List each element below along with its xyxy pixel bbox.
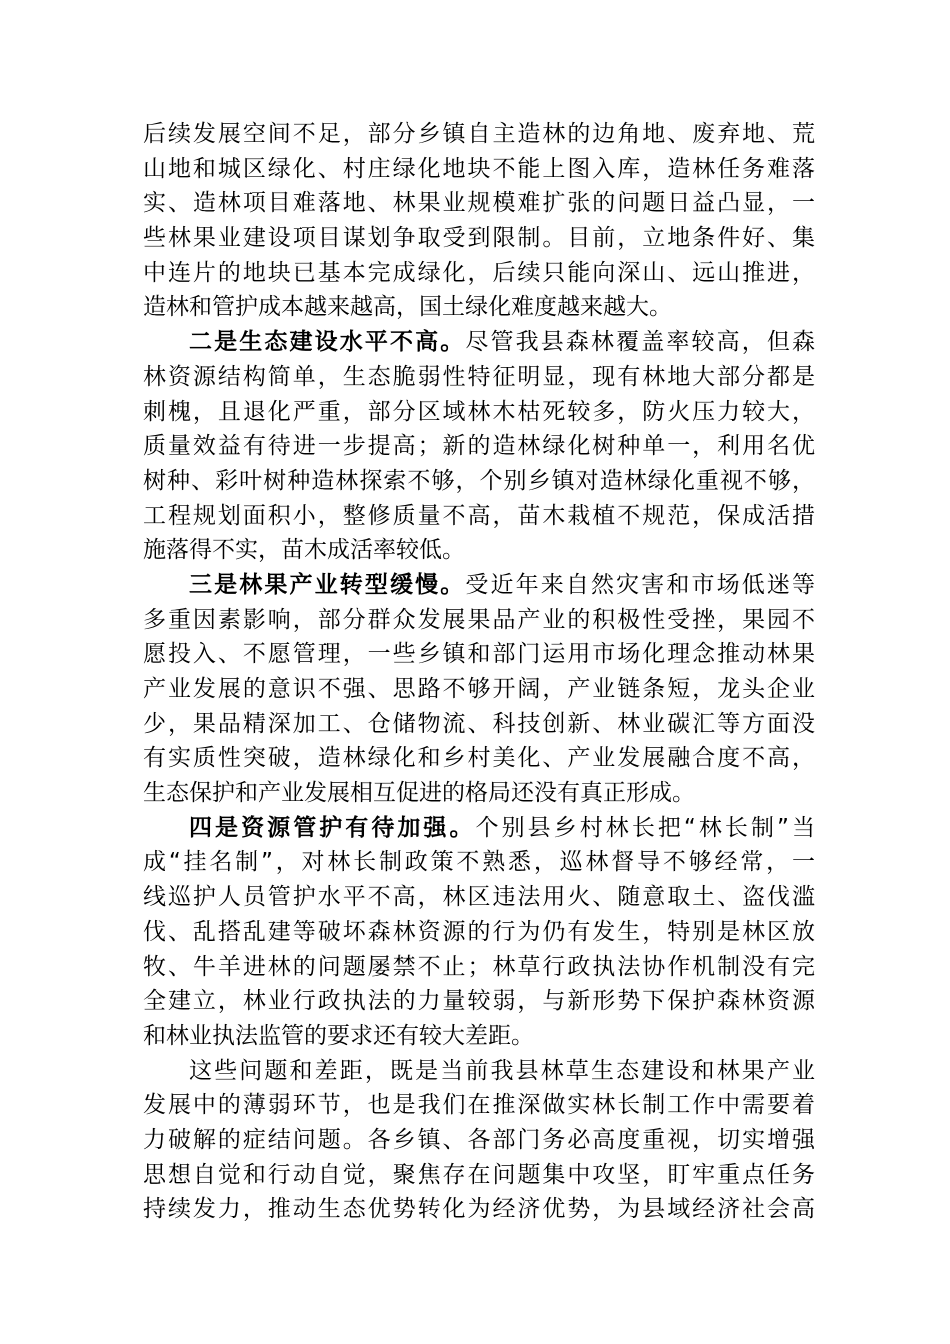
text-line: 工程规划面积小，整修质量不高，苗木栽植不规范，保成活措 <box>143 502 815 529</box>
text-line: 牧、牛羊进林的问题屡禁不止；林草行政执法协作机制没有完 <box>143 953 815 980</box>
paragraph-continuation <box>143 117 815 325</box>
text-line: 造林和管护成本越来越高，国土绿化难度越来越大。 <box>143 294 672 321</box>
text-line: 和林业执法监管的要求还有较大差距。 <box>143 1022 534 1049</box>
paragraph-ecology <box>143 325 815 568</box>
text-line: 些林果业建设项目谋划争取受到限制。目前，立地条件好、集 <box>143 225 815 252</box>
text-line: 生态保护和产业发展相互促进的格局还没有真正形成。 <box>143 780 695 807</box>
paragraph-heading: 四是资源管护有待加强。 <box>189 814 476 841</box>
paragraph-heading: 二是生态建设水平不高。 <box>189 329 466 356</box>
text-line: 实、造林项目难落地、林果业规模难扩张的问题日益凸显，一 <box>143 190 815 217</box>
paragraph-heading: 三是林果产业转型缓慢。 <box>189 571 466 598</box>
text-line: 产业发展的意识不强、思路不够开阔，产业链条短，龙头企业 <box>143 676 815 702</box>
text-line: 线巡护人员管护水平不高，林区违法用火、随意取土、盗伐滥 <box>143 884 815 911</box>
text-line: 力破解的症结问题。各乡镇、各部门务必高度重视，切实增强 <box>143 1126 815 1153</box>
text-span: 尽管我县森林覆盖率较高，但森 <box>465 329 815 356</box>
text-line: 多重因素影响，部分群众发展果品产业的积极性受挫，果园不 <box>143 606 815 633</box>
text-line: 林资源结构简单，生态脆弱性特征明显，现有林地大部分都是 <box>143 363 815 390</box>
text-line: 成“挂名制”，对林长制政策不熟悉，巡林督导不够经常，一 <box>143 849 815 876</box>
text-line: 有实质性突破，造林绿化和乡村美化、产业发展融合度不高， <box>143 745 815 772</box>
text-line: 这些问题和差距，既是当前我县林草生态建设和林果产业 <box>189 1057 815 1084</box>
text-line: 中连片的地块已基本完成绿化，后续只能向深山、远山推进， <box>143 259 815 286</box>
text-span: 受近年来自然灾害和市场低迷等 <box>465 571 815 598</box>
text-line: 施落得不实，苗木成活率较低。 <box>143 537 465 564</box>
text-span: 个别县乡村林长把“林长制”当 <box>475 814 815 841</box>
text-line: 愿投入、不愿管理，一些乡镇和部门运用市场化理念推动林果 <box>143 641 815 668</box>
paragraph-resource-management <box>143 811 815 1054</box>
text-line: 后续发展空间不足，部分乡镇自主造林的边角地、废弃地、荒 <box>143 121 815 147</box>
text-line: 质量效益有待进一步提高；新的造林绿化树种单一，利用名优 <box>143 433 815 460</box>
text-line: 全建立，林业行政执法的力量较弱，与新形势下保护森林资源 <box>143 988 815 1015</box>
paragraph-first-line <box>143 568 815 603</box>
text-line: 少，果品精深加工、仓储物流、科技创新、林业碳汇等方面没 <box>143 710 815 737</box>
text-line: 伐、乱搭乱建等破坏森林资源的行为仍有发生，特别是林区放 <box>143 918 815 945</box>
paragraph-summary <box>143 1054 815 1227</box>
text-line: 树种、彩叶树种造林探索不够，个别乡镇对造林绿化重视不够， <box>143 467 815 494</box>
document-page <box>143 117 815 1227</box>
text-line: 思想自觉和行动自觉，聚焦存在问题集中攻坚，盯牢重点任务 <box>143 1161 815 1188</box>
text-line: 持续发力，推动生态优势转化为经济优势，为县域经济社会高 <box>143 1196 815 1223</box>
text-line: 山地和城区绿化、村庄绿化地块不能上图入库，造林任务难落 <box>143 155 815 182</box>
paragraph-first-line <box>143 325 815 360</box>
paragraph-first-line <box>143 811 815 846</box>
text-line: 刺槐，且退化严重，部分区域林木枯死较多，防火压力较大， <box>143 398 815 425</box>
text-line: 发展中的薄弱环节，也是我们在推深做实林长制工作中需要着 <box>143 1092 815 1119</box>
paragraph-forest-fruit <box>143 568 815 811</box>
